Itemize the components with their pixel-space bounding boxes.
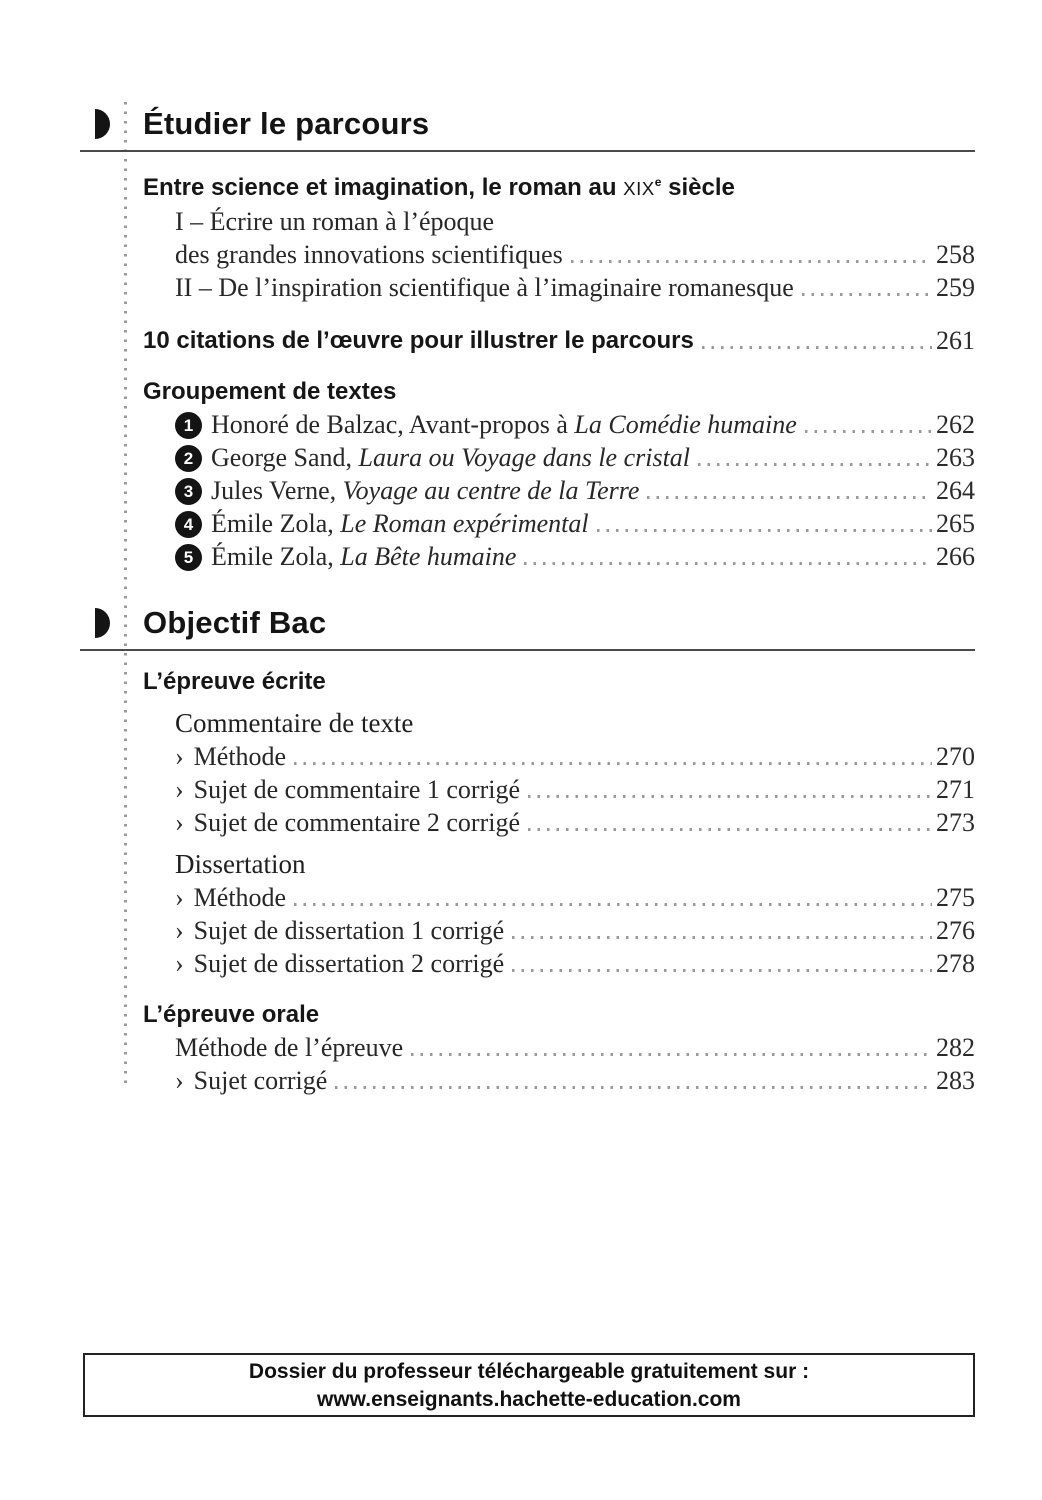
toc-entry [175,441,975,474]
chevron-bullet: › [175,775,184,804]
page-number: 282 [936,1033,975,1062]
toc-entry [175,773,975,806]
entry-label [211,408,797,441]
toc-entry [175,1031,975,1064]
entry-label: 10 citations de l’œuvre pour illustrer le parcours [143,327,694,354]
dot-leader [698,463,932,466]
toc-entry [175,914,975,947]
chevron-bullet: › [175,916,184,945]
entry-text: Jules Verne, [211,476,343,505]
toc-entry-line: I – Écrire un roman à l’époque [175,207,495,236]
heading-text: Entre science et imagination, le roman au [143,174,624,201]
number-circle-icon: 3 [175,478,202,505]
entry-label [211,507,589,540]
chevron-bullet: › [175,949,184,978]
toc-entry [175,238,975,271]
century-superscript: e [654,175,662,189]
entry-work-title: Voyage au centre de la Terre [342,476,640,505]
entry-text: Honoré de Balzac, Avant-propos à [211,410,575,439]
chevron-bullet: › [175,808,184,837]
entry-label: Sujet de commentaire 2 corrigé [193,808,520,837]
page-number: 271 [936,775,975,804]
toc-entry [175,474,975,507]
entry-label [211,441,690,474]
section-title: Étudier le parcours [143,106,430,141]
toc-entry [175,806,975,839]
half-disc-bullet-icon [95,608,110,638]
dot-leader [597,529,932,532]
toc-entry [175,507,975,540]
footer-line-1: Dossier du professeur téléchargeable gratuitement sur : [248,1360,810,1383]
page-number: 276 [936,916,975,945]
toc-entry [175,947,975,980]
toc-entry [175,1064,975,1097]
number-circle-icon: 1 [175,412,202,439]
entry-text: Émile Zola, [211,509,341,538]
dot-leader [802,293,932,296]
section-title: Objectif Bac [143,605,327,640]
chevron-bullet: › [175,883,184,912]
toc-entry [175,408,975,441]
toc-entry [175,740,975,773]
dot-leader [647,496,932,499]
toc-entry [175,540,975,573]
entry-heading-entre [143,166,975,205]
entry-text: George Sand, [211,443,359,472]
half-disc-bullet-icon [95,109,110,139]
entry-label [211,474,639,507]
toc-entry [175,271,975,304]
entry-heading-epreuve-ecrite: L’épreuve écrite [143,668,326,695]
page-number: 261 [936,326,975,355]
entry-work-title: La Comédie humaine [574,410,797,439]
entry-label: Sujet de commentaire 1 corrigé [193,775,520,804]
subheading-commentaire: Commentaire de texte [175,708,414,738]
entry-heading-epreuve-orale: L’épreuve orale [143,1001,320,1028]
entry-label [211,540,516,573]
page-number: 262 [936,410,975,439]
section-objectif-bac [143,603,975,1097]
page-number: 259 [936,273,975,302]
heading-text-suffix: siècle [661,174,735,201]
toc-entry-citations [143,324,975,357]
dot-leader [335,1086,932,1089]
page-number: 264 [936,476,975,505]
number-circle-icon: 2 [175,445,202,472]
chevron-bullet: › [175,742,184,771]
number-circle-icon: 5 [175,544,202,571]
dot-leader [512,936,932,939]
entry-label: II – De l’inspiration scientifique à l’imaginaire romanesque [175,273,794,302]
dot-leader [805,430,932,433]
page-number: 283 [936,1066,975,1095]
entry-label: Sujet de dissertation 2 corrigé [193,949,505,978]
toc-entry [175,881,975,914]
page-number: 258 [936,240,975,269]
page-number: 278 [936,949,975,978]
dot-leader [702,346,932,349]
entry-label: Méthode de l’épreuve [175,1033,404,1062]
century-numeral: XIX [623,178,655,199]
subheading-dissertation: Dissertation [175,849,306,879]
dot-leader [512,969,932,972]
dot-leader [294,903,932,906]
entry-label: Sujet de dissertation 1 corrigé [193,916,505,945]
number-circle-icon: 4 [175,511,202,538]
entry-label: Méthode [193,883,287,912]
footer-line-2: www.enseignants.hachette-education.com [317,1388,741,1411]
section-rule [80,150,975,152]
page-number: 275 [936,883,975,912]
dot-leader [528,795,932,798]
entry-work-title: Laura ou Voyage dans le cristal [358,443,691,472]
dotted-vertical-rule [124,102,127,1090]
dot-leader [528,828,932,831]
page-number: 265 [936,509,975,538]
dot-leader [294,762,932,765]
entry-heading-groupement: Groupement de textes [143,378,397,405]
entry-label: des grandes innovations scientifiques [175,240,563,269]
entry-work-title: Le Roman expérimental [340,509,589,538]
entry-label: Méthode [193,742,287,771]
section-header [95,603,975,643]
entry-work-title: La Bête humaine [340,542,517,571]
footer-banner [83,1353,975,1417]
chevron-bullet: › [175,1066,184,1095]
entry-label: Sujet corrigé [193,1066,328,1095]
section-etudier [143,104,975,573]
dot-leader [411,1053,932,1056]
page-number: 273 [936,808,975,837]
dot-leader [571,260,932,263]
page-number: 263 [936,443,975,472]
page-number: 266 [936,542,975,571]
dot-leader [524,562,932,565]
section-header [95,104,975,144]
page-number: 270 [936,742,975,771]
entry-text: Émile Zola, [211,542,341,571]
section-rule [80,649,975,651]
